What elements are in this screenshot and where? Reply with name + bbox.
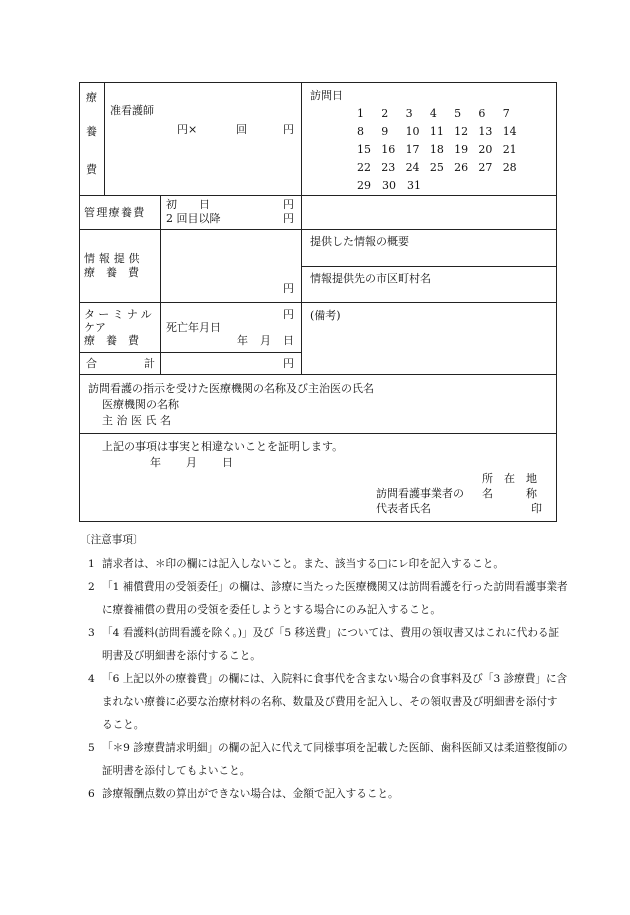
address-label: 所 在 地 xyxy=(482,472,537,485)
second-day-yen: 円 xyxy=(283,212,294,225)
care-cost-label-char-1: 療 xyxy=(86,91,97,104)
date-checkbox-31[interactable]: 31 xyxy=(407,179,421,192)
care-cost-yen: 円 xyxy=(283,123,294,136)
note-text: 「＊9 診療費請求明細」の欄の記入に代えて同様事項を記載した医師、歯科医師又は柔道整復師の証明書を添付してもよいこと。 xyxy=(102,742,568,777)
note-number: 5 xyxy=(88,742,95,754)
note-number: 3 xyxy=(88,627,95,639)
management-label: 管理療養費 xyxy=(84,206,146,219)
date-checkbox-15[interactable]: 15 xyxy=(357,143,371,156)
date-checkbox-29[interactable]: 29 xyxy=(357,179,371,192)
divider-info-right xyxy=(301,266,556,267)
info-label-line1: 情報提供 xyxy=(84,252,144,265)
date-checkbox-13[interactable]: 13 xyxy=(478,125,493,138)
representative-label: 代表者氏名 xyxy=(376,502,431,515)
date-checkbox-16[interactable]: 16 xyxy=(381,143,396,156)
note-item xyxy=(84,783,568,806)
first-day-yen: 円 xyxy=(283,198,294,211)
total-yen: 円 xyxy=(283,357,294,370)
note-item xyxy=(84,553,568,576)
divider-row-6 xyxy=(79,433,556,434)
yen-times-label: 円× xyxy=(177,123,198,136)
cert-year: 年 xyxy=(150,456,161,469)
date-checkbox-14[interactable]: 14 xyxy=(502,125,517,138)
date-checkbox-24[interactable]: 24 xyxy=(405,161,420,174)
date-checkbox-21[interactable]: 21 xyxy=(502,143,517,156)
terminal-label-line2: ケア xyxy=(84,321,106,334)
note-number: 4 xyxy=(88,673,95,685)
terminal-label-line1: ターミナル xyxy=(84,308,155,321)
date-checkbox-19[interactable]: 19 xyxy=(454,143,469,156)
calendar-row xyxy=(357,107,527,125)
divider-row-3 xyxy=(79,302,556,303)
date-checkbox-5[interactable]: 5 xyxy=(454,107,462,120)
care-cost-label-char-3: 費 xyxy=(86,163,97,176)
death-date-label: 死亡年月日 xyxy=(166,321,221,334)
date-checkbox-30[interactable]: 30 xyxy=(382,179,396,192)
note-number: 2 xyxy=(88,581,95,593)
visit-dates-label: 訪問日 xyxy=(310,89,343,102)
note-item xyxy=(84,737,568,783)
institution-heading: 訪問看護の指示を受けた医療機関の名称及び主治医の氏名 xyxy=(88,382,374,395)
date-checkbox-6[interactable]: 6 xyxy=(478,107,486,120)
date-checkbox-3[interactable]: 3 xyxy=(405,107,413,120)
death-month: 月 xyxy=(260,334,271,347)
note-item xyxy=(84,622,568,668)
total-label-left: 合 xyxy=(86,357,97,370)
form-border-right xyxy=(556,82,557,522)
calendar-row xyxy=(357,125,527,143)
date-checkbox-10[interactable]: 10 xyxy=(405,125,420,138)
note-item xyxy=(84,576,568,622)
cert-month: 月 xyxy=(186,456,197,469)
divider-left-col xyxy=(160,195,161,374)
calendar-row xyxy=(357,179,527,197)
date-checkbox-1[interactable]: 1 xyxy=(357,107,364,120)
date-checkbox-11[interactable]: 11 xyxy=(429,125,444,138)
first-day-label: 初 日 xyxy=(166,198,210,211)
seal-mark: 印 xyxy=(531,502,542,515)
terminal-label-line3: 療 養 費 xyxy=(84,334,139,347)
nurse-label: 准看護師 xyxy=(110,104,154,117)
date-checkbox-26[interactable]: 26 xyxy=(454,161,469,174)
notes-title: 〔注意事項〕 xyxy=(80,534,144,546)
doctor-name-label: 主 治 医 氏 名 xyxy=(102,414,171,427)
visit-calendar xyxy=(357,107,527,197)
form-border-bottom xyxy=(79,521,556,522)
info-summary-label: 提供した情報の概要 xyxy=(310,235,409,248)
note-number: 1 xyxy=(88,558,95,570)
certification-statement: 上記の事項は事実と相違ないことを証明します。 xyxy=(102,440,344,453)
form-border-top xyxy=(79,82,556,83)
date-checkbox-23[interactable]: 23 xyxy=(381,161,396,174)
note-text: 「6 上記以外の療養費」の欄には、入院料に食事代を含まない場合の食事料及び「3 診療費」に含まれない療養に必要な治療材料の名称、数量及び費用を記入し、その領収書及び明細書を添付すること。 xyxy=(102,673,568,731)
date-checkbox-4[interactable]: 4 xyxy=(429,107,437,120)
note-text: 「4 看護料(訪問看護を除く。)」及び「5 移送費」については、費用の領収書又はこれに代わる証明書及び明細書を添付すること。 xyxy=(102,627,560,662)
times-label: 回 xyxy=(236,123,247,136)
date-checkbox-8[interactable]: 8 xyxy=(357,125,364,138)
divider-row-5 xyxy=(79,374,556,375)
calendar-row xyxy=(357,143,527,161)
note-number: 6 xyxy=(88,788,95,800)
cert-day: 日 xyxy=(222,456,233,469)
note-item xyxy=(84,668,568,737)
date-checkbox-18[interactable]: 18 xyxy=(429,143,444,156)
death-year: 年 xyxy=(237,334,248,347)
calendar-row xyxy=(357,161,527,179)
date-checkbox-27[interactable]: 27 xyxy=(478,161,493,174)
date-checkbox-7[interactable]: 7 xyxy=(502,107,510,120)
note-text: 診療報酬点数の算出ができない場合は、金額で記入すること。 xyxy=(102,788,399,800)
info-yen: 円 xyxy=(283,282,294,295)
provider-name-label: 名 称 xyxy=(482,487,537,500)
info-label-line2: 療 養 費 xyxy=(84,266,139,279)
date-checkbox-25[interactable]: 25 xyxy=(429,161,444,174)
second-day-label: 2 回目以降 xyxy=(166,212,221,225)
divider-care-label xyxy=(104,82,105,195)
care-cost-label-char-2: 養 xyxy=(86,125,97,138)
date-checkbox-12[interactable]: 12 xyxy=(454,125,469,138)
divider-right-col xyxy=(301,82,302,374)
divider-row-4 xyxy=(79,352,301,353)
divider-row-2 xyxy=(79,229,556,230)
institution-name-label: 医療機関の名称 xyxy=(102,398,179,411)
date-checkbox-20[interactable]: 20 xyxy=(478,143,493,156)
remarks-label: (備考) xyxy=(310,309,341,322)
date-checkbox-28[interactable]: 28 xyxy=(502,161,517,174)
provider-label: 訪問看護事業者の xyxy=(376,487,464,500)
note-text: 「1 補償費用の受領委任」の欄は、診療に当たった医療機関又は訪問看護を行った訪問看護事業者に療養補償の費用の受領を委任しようとする場合にのみ記入すること。 xyxy=(102,581,568,616)
terminal-yen: 円 xyxy=(283,308,294,321)
date-checkbox-17[interactable]: 17 xyxy=(405,143,420,156)
info-destination-label: 情報提供先の市区町村名 xyxy=(310,272,431,285)
death-day: 日 xyxy=(283,334,294,347)
total-label-right: 計 xyxy=(144,357,155,370)
date-checkbox-9[interactable]: 9 xyxy=(381,125,389,138)
note-text: 請求者は、＊印の欄には記入しないこと。また、該当する□にレ印を記入すること。 xyxy=(102,558,504,570)
date-checkbox-2[interactable]: 2 xyxy=(381,107,389,120)
date-checkbox-22[interactable]: 22 xyxy=(357,161,371,174)
